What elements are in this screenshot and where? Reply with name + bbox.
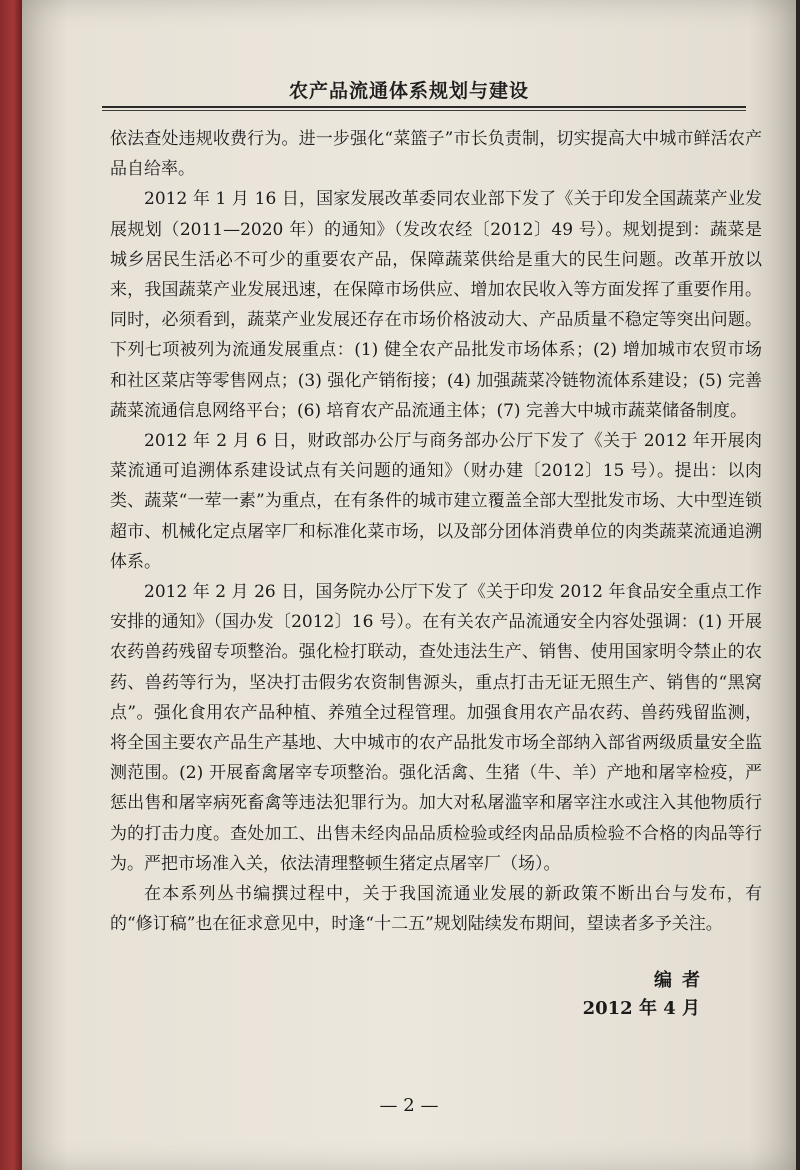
paragraph-3: 2012 年 2 月 6 日，财政部办公厅与商务部办公厅下发了《关于 2012 年开展肉菜流通可追溯体系建设试点有关问题的通知》（财办建〔2012〕15 号）。提出：以肉类、蔬菜“一荤一素”为重点，在有条件的城市建立覆盖全部大型批发市场、大中型连锁超市、机械化定点屠宰厂和标准化菜市场，以及部分团体消费单位的肉类蔬菜流通追溯体系。 <box>110 431 762 572</box>
signature-editor: 编者 <box>654 970 710 991</box>
header-rule <box>102 106 746 108</box>
page-number: — 2 — <box>379 1095 439 1116</box>
book-binding <box>0 0 22 1170</box>
paragraph-1: 依法查处违规收费行为。进一步强化“菜篮子”市长负责制，切实提高大中城市鲜活农产品自给率。 <box>110 129 762 180</box>
signature-date: 2012 年 4 月 <box>582 998 700 1019</box>
book-page <box>22 0 796 1170</box>
paragraph-5: 在本系列丛书编撰过程中，关于我国流通业发展的新政策不断出台与发布，有的“修订稿”也在征求意见中，时逢“十二五”规划陆续发布期间，望读者多予关注。 <box>110 884 762 935</box>
header-rule-thin <box>102 110 746 111</box>
running-header: 农产品流通体系规划与建设 <box>288 80 529 102</box>
paragraph-2: 2012 年 1 月 16 日，国家发展改革委同农业部下发了《关于印发全国蔬菜产业发展规划（2011—2020 年）的通知》（发改农经〔2012〕49 号）。规划提到：蔬菜是城乡居民生活必不可少的重要农产品，保障蔬菜供给是重大的民生问题。改革开放以来，我国蔬菜产业发展迅速，在保障市场供应、增加农民收入等方面发挥了重要作用。同时，必须看到，蔬菜产业发展还存在市场价格波动大、产品质量不稳定等突出问题。下列七项被列为流通发展重点：(1) 健全农产品批发市场体系；(2) 增加城市农贸市场和社区菜店等零售网点；(3) 强化产销衔接；(4) 加强蔬菜冷链物流体系建设；(5) 完善蔬菜流通信息网络平台；(6) 培育农产品流通主体；(7) 完善大中城市蔬菜储备制度。 <box>110 189 762 421</box>
body-text <box>110 124 762 939</box>
paragraph-4: 2012 年 2 月 26 日，国务院办公厅下发了《关于印发 2012 年食品安全重点工作安排的通知》（国办发〔2012〕16 号）。在有关农产品流通安全内容处强调：(1) 开展农药兽药残留专项整治。强化检打联动，查处违法生产、销售、使用国家明令禁止的农药、兽药等行为，坚决打击假劣农资制售源头，重点打击无证无照生产、销售的“黑窝点”。强化食用农产品种植、养殖全过程管理。加强食用农产品农药、兽药残留监测，将全国主要农产品生产基地、大中城市的农产品批发市场全部纳入部省两级质量安全监测范围。(2) 开展畜禽屠宰专项整治。强化活禽、生猪（牛、羊）产地和屠宰检疫，严惩出售和屠宰病死畜禽等违法犯罪行为。加大对私屠滥宰和屠宰注水或注入其他物质行为的打击力度。查处加工、出售未经肉品品质检验或经肉品品质检验不合格的肉品等行为。严把市场准入关，依法清理整顿生猪定点屠宰厂（场）。 <box>110 582 762 874</box>
